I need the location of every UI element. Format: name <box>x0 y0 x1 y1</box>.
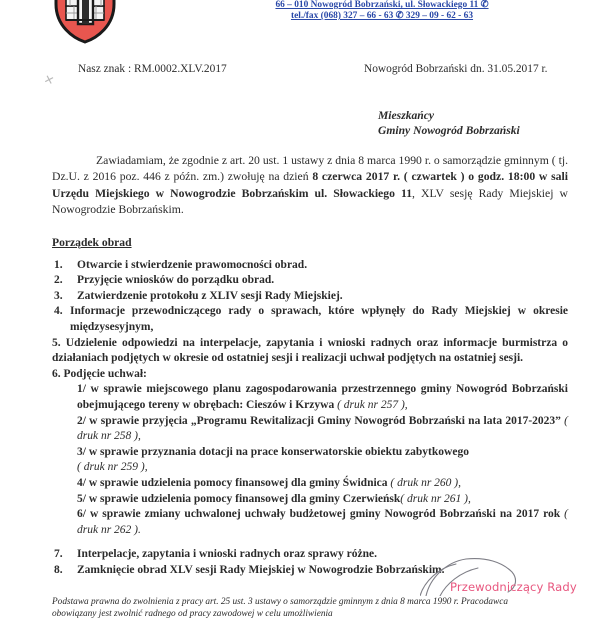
resolution-item-6 <box>77 507 568 538</box>
resolutions-list <box>52 382 568 538</box>
intro-bold-details: 8 czerwca 2017 r. ( czwartek ) o godz. 18:00 w sali Urzędu Miejskiego w Nowogrodzie Bobrzańskim ul. Słowackiego 11 <box>52 170 568 199</box>
resolution-item-1 <box>77 382 568 413</box>
intro-part-2: , XLV sesję Rady Miejskiej w Nowogrodzie Bobrzańskim. <box>52 187 568 216</box>
organization-block <box>170 0 594 22</box>
agenda-item-number: 3. <box>54 289 74 305</box>
resolution-text: 2/ w sprawie przyjęcia „Programu Rewitalizacji Gminy Nowogród Bobrzański na lata 2017-2023” <box>77 415 564 427</box>
agenda-item-number: 6. <box>52 368 61 380</box>
coat-of-arms-icon <box>52 0 118 44</box>
resolution-item-5 <box>77 492 568 508</box>
resolution-druk: ( druk nr 259 ), <box>77 461 148 473</box>
agenda-item-1 <box>52 258 568 274</box>
resolution-text: 5/ w sprawie udzielenia pomocy finansowej dla gminy Czerwieńsk <box>77 493 400 505</box>
agenda-list <box>52 258 568 383</box>
agenda-item-2 <box>52 273 568 289</box>
agenda-item-4 <box>52 304 568 335</box>
agenda-item-number: 7. <box>54 547 74 563</box>
agenda-item-number: 5. <box>52 337 61 349</box>
agenda-item-3 <box>52 289 568 305</box>
agenda-item-5 <box>52 336 568 367</box>
agenda-item-label: Interpelacje, zapytania i wnioski radnych oraz sprawy różne. <box>77 548 377 560</box>
resolution-text: 4/ w sprawie udzielenia pomocy finansowej dla gminy Świdnica <box>77 477 390 489</box>
resolution-text: 1/ w sprawie miejscowego planu zagospodarowania przestrzennego gminy Nowogród Bobrzański obejmującego tereny w obrębach: Cieszów i Krzywa <box>77 383 568 411</box>
pen-mark-icon: ✕ <box>43 74 56 87</box>
agenda-item-label: Zamknięcie obrad XLV sesji Rady Miejskiej w Nowogrodzie Bobrzańskim. <box>77 564 444 576</box>
agenda-item-number: 8. <box>54 563 74 579</box>
agenda-item-number: 4. <box>54 304 74 320</box>
resolution-druk: ( druk nr 262 ). <box>77 508 568 536</box>
agenda-item-label: Zatwierdzenie protokołu z XLIV sesji Rady Miejskiej. <box>77 290 343 302</box>
resolution-text: 3/ w sprawie przyznania dotacji na prace konserwatorskie obiektu zabytkowego <box>77 446 469 458</box>
agenda-item-label: Przyjęcie wniosków do porządku obrad. <box>77 274 274 286</box>
signature-label: Przewodniczący Rady <box>450 580 577 594</box>
document-body <box>0 153 600 620</box>
agenda-item-label: Informacje przewodniczącego rady o sprawach, które wpłynęły do Rady Miejskiej w okresie międzysesyjnym, <box>70 305 568 333</box>
addressee-line-2: Gminy Nowogród Bobrzański <box>378 123 600 138</box>
resolution-druk: ( druk nr 258 ), <box>77 415 568 443</box>
reference-row <box>0 63 600 83</box>
agenda-heading: Porządek obrad <box>52 236 568 249</box>
intro-part-1: Zawiadamiam, że zgodnie z art. 20 ust. 1 ustawy z dnia 8 marca 1990 r. o samorządzie gminnym ( tj. Dz.U. z 2016 poz. 446 z późn. zm.) zwołuję na dzień <box>52 154 568 183</box>
agenda-item-label: Otwarcie i stwierdzenie prawomocności obrad. <box>77 259 307 271</box>
intro-paragraph <box>52 153 568 219</box>
organization-address: 66 – 010 Nowogród Bobrzański, ul. Słowackiego 11 ✆ <box>170 0 594 11</box>
resolution-text: 6/ w sprawie zmiany uchwalonej uchwały budżetowej gminy Nowogród Bobrzański na 2017 rok <box>77 508 564 520</box>
resolution-item-4 <box>77 476 568 492</box>
agenda-item-number: 2. <box>54 273 74 289</box>
place-and-date: Nowogród Bobrzański dn. 31.05.2017 r. <box>364 63 548 75</box>
signature-block <box>420 560 600 598</box>
resolution-druk: ( druk nr 257 ), <box>337 399 408 411</box>
resolution-item-3 <box>77 445 568 476</box>
resolution-druk: ( druk nr 260 ), <box>390 477 461 489</box>
our-sign: Nasz znak : RM.0002.XLV.2017 <box>78 63 227 75</box>
legal-note: Podstawa prawna do zwolnienia z pracy art. 25 ust. 3 ustawy o samorządzie gminnym z dnia 8 marca 1990 r. Pracodawca obowiązany jest zwolnić radnego od pracy zawodowej w celu umożliwienia <box>52 596 568 620</box>
organization-phone: tel./fax (068) 327 – 66 - 63 ✆ 329 – 09 - 62 - 63 <box>170 11 594 22</box>
letterhead <box>0 0 600 50</box>
addressee-block <box>0 108 600 138</box>
addressee-line-1: Mieszkańcy <box>378 108 600 123</box>
resolution-druk: ( druk nr 261 ), <box>400 493 471 505</box>
agenda-item-number: 1. <box>54 258 74 274</box>
resolution-item-2 <box>77 414 568 445</box>
agenda-item-label: Udzielenie odpowiedzi na interpelacje, zapytania i wnioski radnych oraz informacje burmistrza o działaniach podjętych w okresie od ostatniej sesji i realizacji uchwał podjętych na ostatniej sesji. <box>52 337 568 365</box>
agenda-item-label: Podjęcie uchwał: <box>64 368 147 380</box>
agenda-item-6 <box>52 367 568 383</box>
